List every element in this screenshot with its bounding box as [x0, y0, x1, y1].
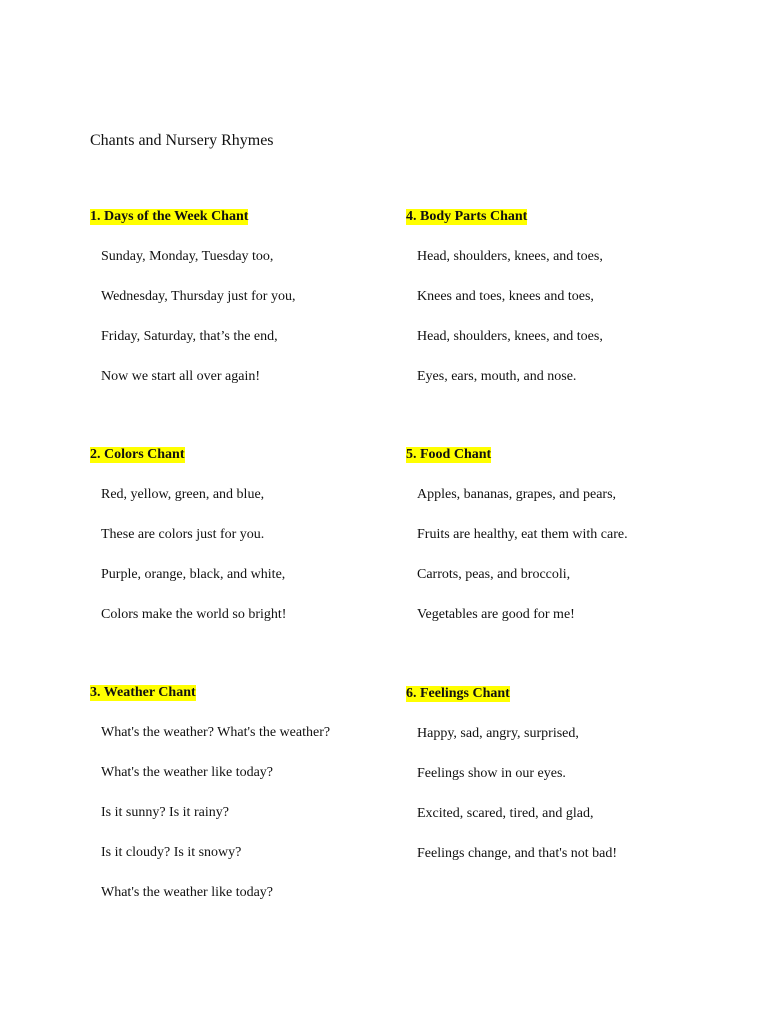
verse-line: What's the weather like today? [101, 885, 274, 900]
verse-line: Wednesday, Thursday just for you, [101, 289, 296, 304]
section-heading: 6. Feelings Chant [406, 686, 510, 701]
verse-line: Sunday, Monday, Tuesday too, [101, 249, 274, 264]
verse-line: Carrots, peas, and broccoli, [417, 567, 571, 582]
verse-line: Eyes, ears, mouth, and nose. [417, 369, 577, 384]
verse-line: Vegetables are good for me! [417, 607, 575, 622]
verse [90, 725, 330, 901]
verse-line: These are colors just for you. [101, 527, 265, 542]
section-weather-chant [90, 683, 330, 901]
verse [406, 487, 628, 623]
verse-line: Friday, Saturday, that’s the end, [101, 329, 278, 344]
verse [90, 487, 286, 623]
verse-line: Is it sunny? Is it rainy? [101, 805, 229, 820]
verse [90, 249, 295, 385]
verse-line: Apples, bananas, grapes, and pears, [417, 487, 617, 502]
verse-line: Fruits are healthy, eat them with care. [417, 527, 628, 542]
section-heading: 4. Body Parts Chant [406, 209, 528, 224]
verse-line: What's the weather? What's the weather? [101, 725, 331, 740]
section-heading: 2. Colors Chant [90, 447, 185, 462]
verse-line: Head, shoulders, knees, and toes, [417, 249, 603, 264]
section-heading: 5. Food Chant [406, 447, 492, 462]
verse-line: Is it cloudy? Is it snowy? [101, 845, 242, 860]
section-feelings-chant [406, 684, 617, 862]
section-days-of-week-chant [90, 207, 295, 385]
verse-line: Feelings show in our eyes. [417, 766, 566, 781]
verse-line: Now we start all over again! [101, 369, 260, 384]
verse [406, 726, 617, 862]
document-title: Chants and Nursery Rhymes [90, 132, 274, 149]
section-food-chant [406, 445, 628, 623]
verse-line: Feelings change, and that's not bad! [417, 846, 618, 861]
section-colors-chant [90, 445, 286, 623]
verse-line: Knees and toes, knees and toes, [417, 289, 594, 304]
verse-line: Excited, scared, tired, and glad, [417, 806, 594, 821]
verse-line: Red, yellow, green, and blue, [101, 487, 265, 502]
section-heading: 3. Weather Chant [90, 685, 196, 700]
section-body-parts-chant [406, 207, 603, 385]
verse-line: Happy, sad, angry, surprised, [417, 726, 579, 741]
verse-line: Purple, orange, black, and white, [101, 567, 286, 582]
verse-line: Colors make the world so bright! [101, 607, 287, 622]
verse-line: Head, shoulders, knees, and toes, [417, 329, 603, 344]
verse-line: What's the weather like today? [101, 765, 274, 780]
verse [406, 249, 603, 385]
section-heading: 1. Days of the Week Chant [90, 209, 249, 224]
